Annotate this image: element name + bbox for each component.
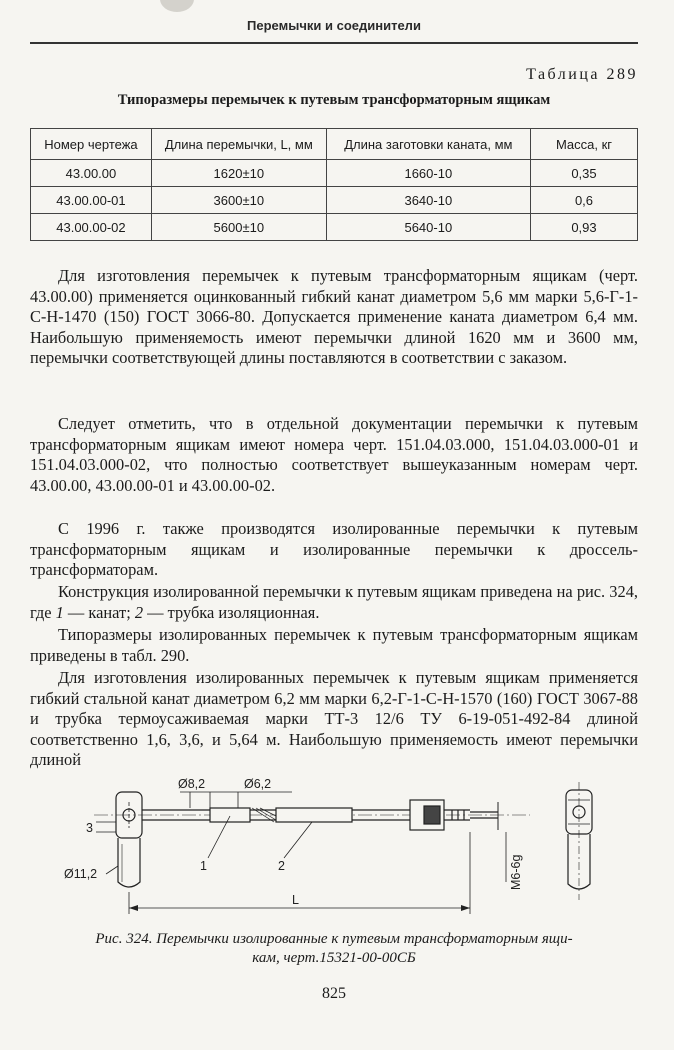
table-cell: 1620±10 xyxy=(151,160,326,187)
table-cell: 5600±10 xyxy=(151,214,326,241)
table-cell: 5640-10 xyxy=(326,214,530,241)
table-cell: 43.00.00-02 xyxy=(31,214,152,241)
body-paragraph: С 1996 г. также производятся изолированные перемычки к путевым трансформаторным ящикам и изолированные перемычки к дроссель-трансформаторам. xyxy=(30,519,638,579)
table-title: Типоразмеры перемычек к путевым трансформаторным ящикам xyxy=(117,92,551,108)
paragraph-text: — трубка изоляционная. xyxy=(143,602,320,622)
scan-blemish xyxy=(160,0,194,12)
jumper-drawing xyxy=(30,772,638,922)
table-header-cell: Длина перемычки, L, мм xyxy=(151,129,326,160)
table-header-row xyxy=(31,129,638,160)
callout-cable: 1 xyxy=(200,859,207,873)
table-row xyxy=(31,214,638,241)
running-head: Перемычки и соединители xyxy=(247,18,421,33)
left-lug-sleeve xyxy=(118,838,140,887)
header-rule xyxy=(30,42,638,44)
table-cell: 43.00.00 xyxy=(31,160,152,187)
caption-line: кам, черт.15321-00-00СБ xyxy=(252,950,416,966)
figure-caption xyxy=(30,930,638,968)
dim-sleeve-diameter: Ø11,2 xyxy=(64,867,98,881)
body-paragraph xyxy=(30,582,638,623)
callout-tube: 2 xyxy=(278,859,285,873)
dim-outer-diameter: Ø8,2 xyxy=(178,777,206,791)
table-cell: 3640-10 xyxy=(326,187,530,214)
page-number: 825 xyxy=(322,985,346,1002)
sizes-table xyxy=(30,128,638,241)
body-paragraph: Типоразмеры изолированных перемычек к путевым трансформаторным ящикам приведены в табл. 290. xyxy=(30,625,638,665)
part-number: 1 xyxy=(55,602,64,622)
body-paragraph: Для изготовления изолированных перемычек к путевым ящикам применяется гибкий стальной канат диаметром 6,2 мм марки 6,2-Г-1-С-Н-1570 (160) ГОСТ 3067-88 и трубка термоусаживаемая марки ТТ-3 12/6 ТУ 6-19-051-492-84 длиной соответственно 1,6, 3,6, и 5,64 м. Наибольшую применяемость имеют перемычки длиной xyxy=(30,668,638,769)
table-header-cell: Масса, кг xyxy=(530,129,637,160)
insulation-tube xyxy=(210,808,250,822)
paragraph-text: Конструкция изолированной перемычки к путевым ящикам приведена на рис. 324, где xyxy=(30,582,638,622)
body-paragraph: Для изготовления перемычек к путевым трансформаторным ящикам (черт. 43.00.00) применяется оцинкованный гибкий канат диаметром 5,6 мм марки 5,6-Г-1-С-Н-1470 (150) ГОСТ 3066-80. Допускается применение каната диаметром 6,4 мм. Наибольшую применяемость имеют перемычки длиной 1620 мм и 3600 мм, перемычки соответствующей длины поставляются в соответствии с заказом. xyxy=(30,266,638,367)
table-number: Таблица 289 xyxy=(526,66,638,83)
dim-offset: 3 xyxy=(86,821,93,835)
table-cell: 0,6 xyxy=(530,187,637,214)
body-paragraph: Следует отметить, что в отдельной документации перемычки к путевым трансформаторным ящикам имеют номера черт. 151.04.03.000, 151.04.03.000-01 и 151.04.03.000-02, что полностью соответствует вышеуказанным номерам черт. 43.00.00, 43.00.00-01 и 43.00.00-02. xyxy=(30,414,638,495)
table-cell: 0,93 xyxy=(530,214,637,241)
table-cell: 43.00.00-01 xyxy=(31,187,152,214)
table-header-cell: Номер чертежа xyxy=(31,129,152,160)
thread-spec: M6-6g xyxy=(509,854,523,890)
table-row xyxy=(31,160,638,187)
side-view-head xyxy=(566,790,592,834)
table-cell: 0,35 xyxy=(530,160,637,187)
table-header-cell: Длина заготовки каната, мм xyxy=(326,129,530,160)
table-cell: 1660-10 xyxy=(326,160,530,187)
caption-line: Рис. 324. Перемычки изолированные к путевым трансформаторным ящи- xyxy=(95,931,573,947)
table-cell: 3600±10 xyxy=(151,187,326,214)
table-row xyxy=(31,187,638,214)
part-number: 2 xyxy=(134,602,144,622)
paragraph-text: — канат; xyxy=(63,602,135,622)
dim-length: L xyxy=(292,893,299,907)
dim-cable-diameter: Ø6,2 xyxy=(244,777,272,791)
